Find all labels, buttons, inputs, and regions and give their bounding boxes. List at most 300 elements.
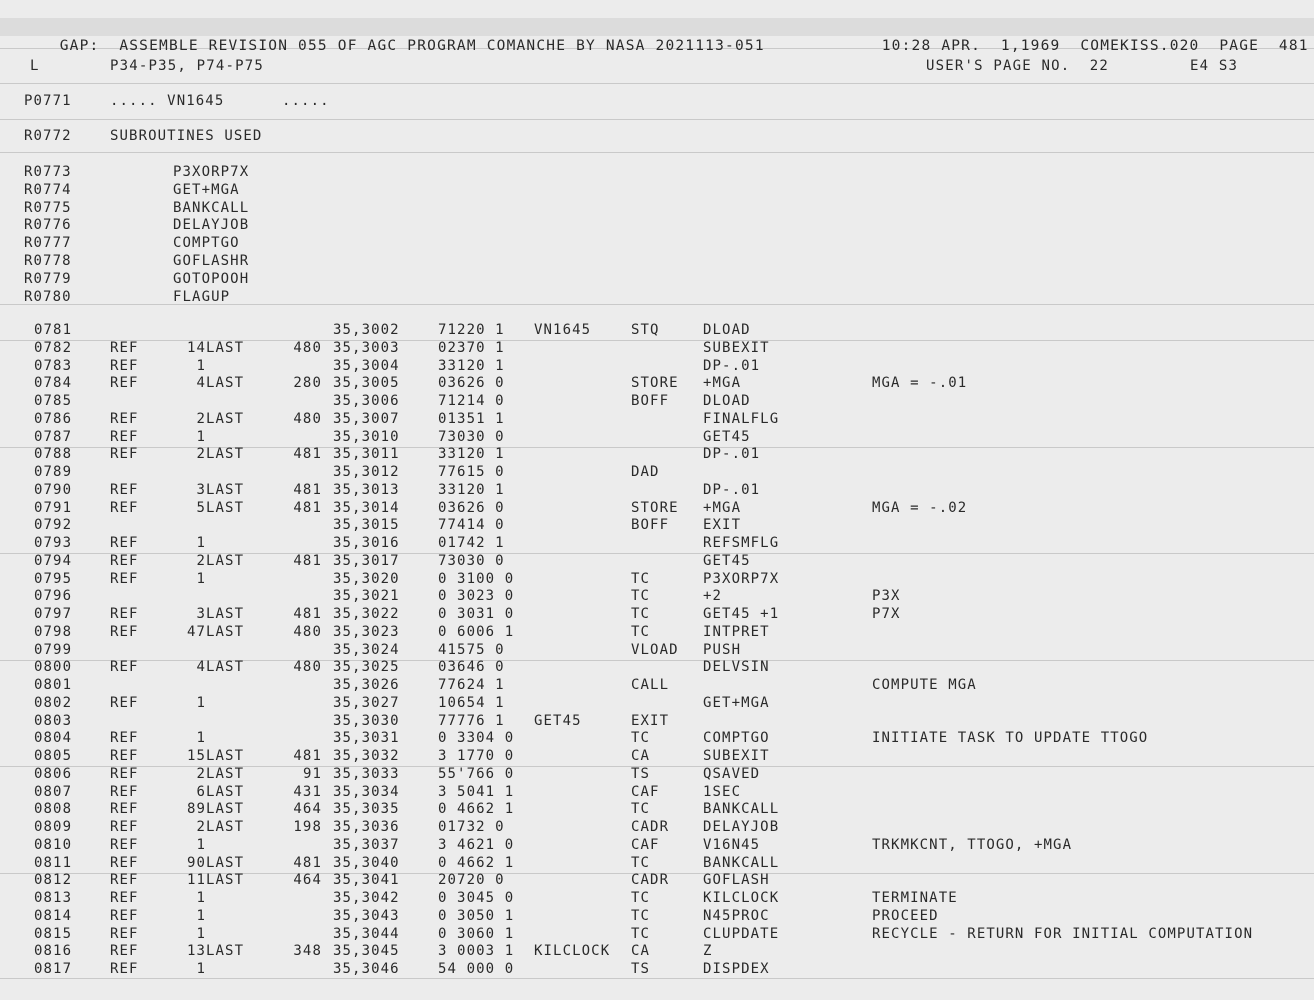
octal-word: 0 3023 0 xyxy=(438,588,515,605)
opcode: CADR xyxy=(631,819,670,835)
line-dots: ..... xyxy=(282,93,330,109)
address: 35,3030 xyxy=(333,712,400,729)
last-marker: LAST xyxy=(206,606,245,622)
ref-count: 1 xyxy=(196,730,206,747)
last-page: 280 xyxy=(293,375,322,392)
opcode: DAD xyxy=(631,464,660,480)
ref-count: 1 xyxy=(196,570,206,587)
line-number: 0795 xyxy=(34,570,73,587)
last-marker: LAST xyxy=(206,748,245,764)
address: 35,3016 xyxy=(333,535,400,551)
last-page: 481 xyxy=(293,552,322,569)
ref-count: 2 xyxy=(196,552,206,569)
ref-count: 89 xyxy=(186,801,206,818)
last-marker: LAST xyxy=(206,765,245,782)
operand: +2 xyxy=(703,588,723,605)
last-page: 348 xyxy=(293,943,322,960)
address: 35,3040 xyxy=(333,854,400,871)
last-page: 481 xyxy=(293,606,322,622)
last-page: 198 xyxy=(293,819,322,835)
octal-word: 71220 1 xyxy=(438,322,505,338)
address: 35,3027 xyxy=(333,694,400,711)
ref-marker: REF xyxy=(110,890,139,906)
ref-marker: REF xyxy=(110,748,139,764)
line-text: ..... VN1645 xyxy=(110,93,225,109)
octal-word: 01742 1 xyxy=(438,535,505,551)
operand: GOFLASH xyxy=(703,872,770,889)
opcode: EXIT xyxy=(631,712,670,729)
line-number: 0790 xyxy=(34,481,73,498)
opcode: TS xyxy=(631,765,651,782)
operand: PUSH xyxy=(703,641,742,658)
opcode: CADR xyxy=(631,872,670,889)
octal-word: 71214 0 xyxy=(438,393,505,409)
line-number: 0794 xyxy=(34,552,73,569)
ref-marker: REF xyxy=(110,339,139,356)
octal-word: 01732 0 xyxy=(438,819,505,835)
address: 35,3005 xyxy=(333,375,400,392)
line-number: 0799 xyxy=(34,641,73,658)
last-page: 481 xyxy=(293,446,322,463)
line-number: 0807 xyxy=(34,783,73,800)
ref-count: 47 xyxy=(186,623,206,640)
operand: DP-.01 xyxy=(703,357,761,374)
address: 35,3014 xyxy=(333,499,400,516)
operand: KILCLOCK xyxy=(703,890,780,906)
ref-marker: REF xyxy=(110,730,139,747)
ref-count: 14 xyxy=(186,339,206,356)
line-number: 0793 xyxy=(34,535,73,551)
date-page: 10:28 APR. 1,1969 COMEKISS.020 PAGE 481 xyxy=(881,38,1309,54)
ref-marker: REF xyxy=(110,925,139,942)
divider xyxy=(0,119,1314,120)
line-number: R0773 xyxy=(24,164,72,180)
last-page: 480 xyxy=(293,410,322,427)
last-page: 481 xyxy=(293,854,322,871)
operand: DP-.01 xyxy=(703,481,761,498)
octal-word: 3 1770 0 xyxy=(438,748,515,764)
address: 35,3011 xyxy=(333,446,400,463)
octal-word: 0 3060 1 xyxy=(438,925,515,942)
opcode: STORE xyxy=(631,375,679,392)
octal-word: 0 3304 0 xyxy=(438,730,515,747)
opcode: TC xyxy=(631,606,651,622)
octal-word: 0 4662 1 xyxy=(438,854,515,871)
subroutine-name: COMPTGO xyxy=(173,235,240,252)
octal-word: 20720 0 xyxy=(438,872,505,889)
octal-word: 10654 1 xyxy=(438,694,505,711)
line-number: R0780 xyxy=(24,288,72,305)
opcode: VLOAD xyxy=(631,641,679,658)
ref-marker: REF xyxy=(110,783,139,800)
address: 35,3020 xyxy=(333,570,400,587)
divider xyxy=(0,978,1314,979)
ref-count: 13 xyxy=(186,943,206,960)
last-marker: LAST xyxy=(206,446,245,463)
last-marker: LAST xyxy=(206,819,245,835)
last-page: 481 xyxy=(293,499,322,516)
line-number: 0809 xyxy=(34,819,73,835)
operand: CLUPDATE xyxy=(703,925,780,942)
last-marker: LAST xyxy=(206,339,245,356)
ref-marker: REF xyxy=(110,428,139,445)
octal-word: 03646 0 xyxy=(438,659,505,676)
last-marker: LAST xyxy=(206,943,245,960)
ref-marker: REF xyxy=(110,552,139,569)
ref-count: 1 xyxy=(196,961,206,977)
address: 35,3046 xyxy=(333,961,400,977)
octal-word: 73030 0 xyxy=(438,428,505,445)
address: 35,3022 xyxy=(333,606,400,622)
address: 35,3041 xyxy=(333,872,400,889)
ref-marker: REF xyxy=(110,659,139,676)
last-marker: LAST xyxy=(206,481,245,498)
last-marker: LAST xyxy=(206,854,245,871)
opcode: BOFF xyxy=(631,393,670,409)
line-number: R0775 xyxy=(24,199,72,216)
line-number: 0806 xyxy=(34,765,73,782)
comment: RECYCLE - RETURN FOR INITIAL COMPUTATION xyxy=(872,925,1254,942)
ref-count: 3 xyxy=(196,481,206,498)
symbol-label: GET45 xyxy=(534,712,582,729)
ref-count: 1 xyxy=(196,535,206,551)
line-number: R0772 xyxy=(24,128,72,144)
ref-marker: REF xyxy=(110,907,139,924)
octal-word: 54 000 0 xyxy=(438,961,515,977)
ref-marker: REF xyxy=(110,606,139,622)
operand: REFSMFLG xyxy=(703,535,780,551)
opcode: TC xyxy=(631,890,651,906)
ref-marker: REF xyxy=(110,446,139,463)
ref-count: 2 xyxy=(196,765,206,782)
comment: P7X xyxy=(872,606,901,622)
operand: DLOAD xyxy=(703,393,751,409)
ref-count: 6 xyxy=(196,783,206,800)
line-number: 0784 xyxy=(34,375,73,392)
ref-count: 1 xyxy=(196,357,206,374)
address: 35,3035 xyxy=(333,801,400,818)
octal-word: 33120 1 xyxy=(438,446,505,463)
operand: DLOAD xyxy=(703,322,751,338)
line-text: SUBROUTINES USED xyxy=(110,128,263,144)
ref-count: 11 xyxy=(186,872,206,889)
octal-word: 0 6006 1 xyxy=(438,623,515,640)
address: 35,3031 xyxy=(333,730,400,747)
opcode: TC xyxy=(631,801,651,818)
address: 35,3002 xyxy=(333,322,400,338)
operand: QSAVED xyxy=(703,765,761,782)
line-number: 0789 xyxy=(34,464,73,480)
operand: SUBEXIT xyxy=(703,748,770,764)
octal-word: 02370 1 xyxy=(438,339,505,356)
last-marker: LAST xyxy=(206,801,245,818)
subheader-code: E4 S3 xyxy=(1190,58,1239,74)
line-number: R0779 xyxy=(24,270,72,287)
octal-word: 0 4662 1 xyxy=(438,801,515,818)
line-number: R0778 xyxy=(24,253,72,269)
operand: +MGA xyxy=(703,375,742,392)
last-page: 481 xyxy=(293,748,322,764)
opcode: TC xyxy=(631,623,651,640)
octal-word: 03626 0 xyxy=(438,499,505,516)
ref-marker: REF xyxy=(110,570,139,587)
line-number: P0771 xyxy=(24,93,72,109)
operand: SUBEXIT xyxy=(703,339,770,356)
line-number: 0804 xyxy=(34,730,73,747)
last-page: 91 xyxy=(302,765,322,782)
octal-word: 0 3050 1 xyxy=(438,907,515,924)
octal-word: 33120 1 xyxy=(438,357,505,374)
line-number: 0783 xyxy=(34,357,73,374)
line-number: 0796 xyxy=(34,588,73,605)
last-marker: LAST xyxy=(206,659,245,676)
operand: DELAYJOB xyxy=(703,819,780,835)
octal-word: 77624 1 xyxy=(438,677,505,693)
subroutine-name: GOTOPOOH xyxy=(173,270,250,287)
line-number: 0801 xyxy=(34,677,73,693)
opcode: CA xyxy=(631,943,651,960)
ref-marker: REF xyxy=(110,854,139,871)
last-page: 464 xyxy=(293,872,322,889)
last-marker: LAST xyxy=(206,623,245,640)
last-page: 480 xyxy=(293,623,322,640)
address: 35,3024 xyxy=(333,641,400,658)
subroutine-name: FLAGUP xyxy=(173,288,231,305)
ref-marker: REF xyxy=(110,961,139,977)
ref-marker: REF xyxy=(110,499,139,516)
operand: N45PROC xyxy=(703,907,770,924)
ref-count: 2 xyxy=(196,446,206,463)
octal-word: 55'766 0 xyxy=(438,765,515,782)
operand: BANKCALL xyxy=(703,854,780,871)
address: 35,3042 xyxy=(333,890,400,906)
line-number: 0813 xyxy=(34,890,73,906)
line-number: R0776 xyxy=(24,217,72,234)
address: 35,3045 xyxy=(333,943,400,960)
line-number: R0774 xyxy=(24,181,72,198)
opcode: CAF xyxy=(631,836,660,853)
opcode: STQ xyxy=(631,322,660,338)
ref-count: 1 xyxy=(196,694,206,711)
opcode: TC xyxy=(631,925,651,942)
ref-count: 1 xyxy=(196,836,206,853)
line-number: 0782 xyxy=(34,339,73,356)
ref-marker: REF xyxy=(110,535,139,551)
line-number: 0798 xyxy=(34,623,73,640)
divider xyxy=(0,83,1314,84)
ref-marker: REF xyxy=(110,819,139,835)
ref-count: 3 xyxy=(196,606,206,622)
line-number: 0802 xyxy=(34,694,73,711)
operand: EXIT xyxy=(703,517,742,534)
ref-count: 4 xyxy=(196,659,206,676)
octal-word: 77414 0 xyxy=(438,517,505,534)
comment: MGA = -.02 xyxy=(872,499,968,516)
operand: Z xyxy=(703,943,713,960)
address: 35,3003 xyxy=(333,339,400,356)
address: 35,3033 xyxy=(333,765,400,782)
comment: TRKMKCNT, TTOGO, +MGA xyxy=(872,836,1073,853)
ref-count: 90 xyxy=(186,854,206,871)
opcode: STORE xyxy=(631,499,679,516)
ref-marker: REF xyxy=(110,623,139,640)
address: 35,3023 xyxy=(333,623,400,640)
octal-word: 0 3100 0 xyxy=(438,570,515,587)
last-page: 480 xyxy=(293,659,322,676)
last-marker: LAST xyxy=(206,499,245,516)
symbol-label: KILCLOCK xyxy=(534,943,611,960)
subroutine-name: DELAYJOB xyxy=(173,217,250,234)
ref-marker: REF xyxy=(110,872,139,889)
line-number: 0811 xyxy=(34,854,73,871)
ref-count: 5 xyxy=(196,499,206,516)
subroutine-name: BANKCALL xyxy=(173,199,250,216)
address: 35,3043 xyxy=(333,907,400,924)
line-number: 0785 xyxy=(34,393,73,409)
octal-word: 73030 0 xyxy=(438,552,505,569)
subheader-pages: P34-P35, P74-P75 xyxy=(110,58,265,74)
line-number: 0797 xyxy=(34,606,73,622)
opcode: TC xyxy=(631,570,651,587)
subroutine-name: GOFLASHR xyxy=(173,253,250,269)
subheader-marker: L xyxy=(30,58,40,74)
operand: GET+MGA xyxy=(703,694,770,711)
line-number: 0812 xyxy=(34,872,73,889)
ref-count: 4 xyxy=(196,375,206,392)
subroutine-name: P3XORP7X xyxy=(173,164,250,180)
octal-word: 77615 0 xyxy=(438,464,505,480)
ref-count: 15 xyxy=(186,748,206,764)
operand: GET45 +1 xyxy=(703,606,780,622)
address: 35,3034 xyxy=(333,783,400,800)
opcode: CAF xyxy=(631,783,660,800)
address: 35,3013 xyxy=(333,481,400,498)
opcode: CA xyxy=(631,748,651,764)
divider xyxy=(0,152,1314,153)
ref-marker: REF xyxy=(110,694,139,711)
comment: MGA = -.01 xyxy=(872,375,968,392)
operand: COMPTGO xyxy=(703,730,770,747)
last-marker: LAST xyxy=(206,375,245,392)
octal-word: 77776 1 xyxy=(438,712,505,729)
operand: DELVSIN xyxy=(703,659,770,676)
operand: DISPDEX xyxy=(703,961,770,977)
ref-marker: REF xyxy=(110,357,139,374)
comment: TERMINATE xyxy=(872,890,958,906)
address: 35,3021 xyxy=(333,588,400,605)
line-number: 0787 xyxy=(34,428,73,445)
ref-count: 2 xyxy=(196,819,206,835)
opcode: TC xyxy=(631,588,651,605)
address: 35,3037 xyxy=(333,836,400,853)
address: 35,3012 xyxy=(333,464,400,480)
comment: PROCEED xyxy=(872,907,939,924)
ref-count: 1 xyxy=(196,925,206,942)
line-number: 0803 xyxy=(34,712,73,729)
ref-count: 2 xyxy=(196,410,206,427)
octal-word: 41575 0 xyxy=(438,641,505,658)
comment: P3X xyxy=(872,588,901,605)
opcode: TC xyxy=(631,854,651,871)
last-marker: LAST xyxy=(206,410,245,427)
octal-word: 0 3031 0 xyxy=(438,606,515,622)
last-marker: LAST xyxy=(206,872,245,889)
ref-marker: REF xyxy=(110,375,139,392)
octal-word: 3 0003 1 xyxy=(438,943,515,960)
line-number: 0815 xyxy=(34,925,73,942)
line-number: 0810 xyxy=(34,836,73,853)
address: 35,3017 xyxy=(333,552,400,569)
opcode: BOFF xyxy=(631,517,670,534)
address: 35,3025 xyxy=(333,659,400,676)
operand: GET45 xyxy=(703,428,751,445)
opcode: TC xyxy=(631,730,651,747)
last-page: 431 xyxy=(293,783,322,800)
comment: INITIATE TASK TO UPDATE TTOGO xyxy=(872,730,1149,747)
ref-count: 1 xyxy=(196,907,206,924)
symbol-label: VN1645 xyxy=(534,322,592,338)
octal-word: 01351 1 xyxy=(438,410,505,427)
address: 35,3006 xyxy=(333,393,400,409)
subroutine-name: GET+MGA xyxy=(173,181,240,198)
ref-marker: REF xyxy=(110,481,139,498)
ref-marker: REF xyxy=(110,943,139,960)
operand: +MGA xyxy=(703,499,742,516)
operand: FINALFLG xyxy=(703,410,780,427)
line-number: 0805 xyxy=(34,748,73,764)
octal-word: 3 5041 1 xyxy=(438,783,515,800)
line-number: 0814 xyxy=(34,907,73,924)
line-number: 0788 xyxy=(34,446,73,463)
last-page: 481 xyxy=(293,481,322,498)
users-page-number: USER'S PAGE NO. 22 xyxy=(926,58,1109,74)
last-marker: LAST xyxy=(206,552,245,569)
operand: GET45 xyxy=(703,552,751,569)
line-number: 0800 xyxy=(34,659,73,676)
opcode: TS xyxy=(631,961,651,977)
address: 35,3044 xyxy=(333,925,400,942)
last-page: 464 xyxy=(293,801,322,818)
ref-count: 1 xyxy=(196,428,206,445)
octal-word: 3 4621 0 xyxy=(438,836,515,853)
address: 35,3036 xyxy=(333,819,400,835)
line-number: 0792 xyxy=(34,517,73,534)
octal-word: 0 3045 0 xyxy=(438,890,515,906)
octal-word: 33120 1 xyxy=(438,481,505,498)
line-number: 0791 xyxy=(34,499,73,516)
ref-count: 1 xyxy=(196,890,206,906)
operand: DP-.01 xyxy=(703,446,761,463)
address: 35,3010 xyxy=(333,428,400,445)
opcode: CALL xyxy=(631,677,670,693)
operand: 1SEC xyxy=(703,783,742,800)
octal-word: 03626 0 xyxy=(438,375,505,392)
last-marker: LAST xyxy=(206,783,245,800)
comment: COMPUTE MGA xyxy=(872,677,977,693)
address: 35,3026 xyxy=(333,677,400,693)
line-number: R0777 xyxy=(24,235,72,252)
operand: BANKCALL xyxy=(703,801,780,818)
operand: INTPRET xyxy=(703,623,770,640)
assembly-title: GAP: ASSEMBLE REVISION 055 OF AGC PROGRAM COMANCHE BY NASA 2021113-051 xyxy=(59,38,765,54)
ref-marker: REF xyxy=(110,765,139,782)
ref-marker: REF xyxy=(110,801,139,818)
line-number: 0817 xyxy=(34,961,73,977)
operand: V16N45 xyxy=(703,836,761,853)
last-page: 480 xyxy=(293,339,322,356)
ref-marker: REF xyxy=(110,410,139,427)
address: 35,3007 xyxy=(333,410,400,427)
